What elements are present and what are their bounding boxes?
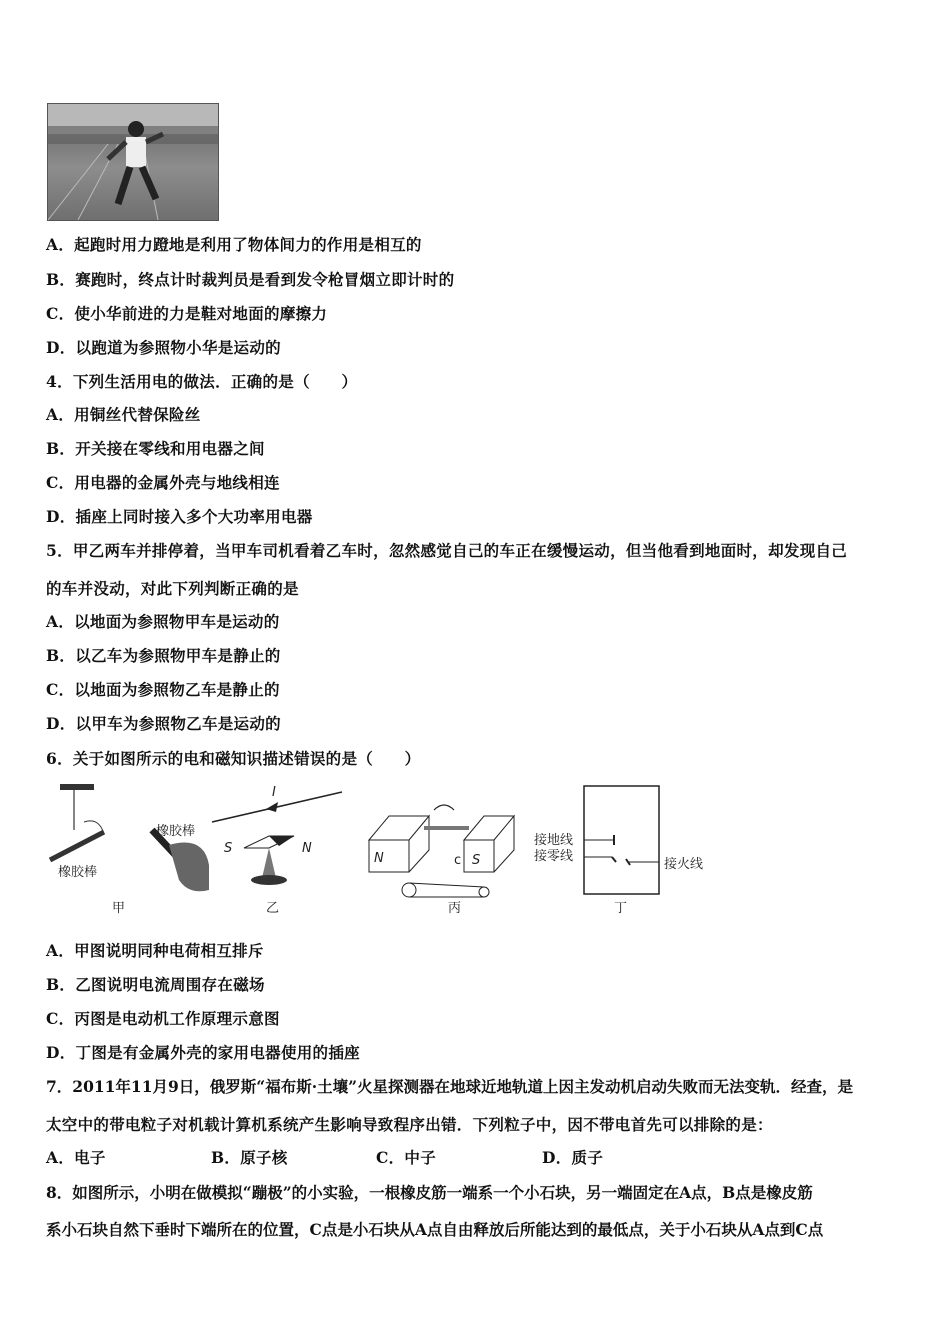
q6-option-d: D．丁图是有金属外壳的家用电器使用的插座 — [46, 1043, 360, 1062]
jia-rod-label-1: 橡胶棒 — [58, 865, 98, 880]
q8-stem-1: 8．如图所示，小明在做模拟“蹦极”的小实验，一根橡皮筋一端系一个小石块，另一端固定在A点，B点是橡皮筋 — [46, 1183, 813, 1202]
q4-option-c: C．用电器的金属外壳与地线相连 — [46, 473, 280, 492]
bing-s-label: S — [472, 853, 481, 868]
q6-option-c: C．丙图是电动机工作原理示意图 — [46, 1009, 280, 1028]
ding-ground-label: 接地线 — [534, 833, 574, 848]
yi-n-label: N — [302, 841, 312, 856]
figure-yi — [212, 785, 342, 916]
ding-caption: 丁 — [614, 901, 628, 916]
q5-option-a: A．以地面为参照物甲车是运动的 — [46, 612, 280, 631]
figure-ding — [534, 786, 703, 916]
bing-caption: 丙 — [448, 901, 462, 916]
q3-option-b: B．赛跑时，终点计时裁判员是看到发令枪冒烟立即计时的 — [46, 270, 455, 289]
yi-caption: 乙 — [266, 901, 280, 916]
running-photo — [47, 103, 219, 221]
yi-s-label: S — [224, 841, 233, 856]
q7-stem-1: 7．2011年11月9日，俄罗斯“福布斯·土壤”火星探测器在地球近地轨道上因主发动机启动失败而无法变轨．经查，是 — [46, 1077, 854, 1096]
q6-option-a: A．甲图说明同种电荷相互排斥 — [46, 941, 264, 960]
q5-option-b: B．以乙车为参照物甲车是静止的 — [46, 646, 281, 665]
q7-option-a: A．电子 — [46, 1148, 106, 1167]
q7-option-c: C．中子 — [376, 1148, 437, 1167]
jia-rod-label-2: 橡胶棒 — [156, 824, 196, 839]
q3-option-a: A．起跑时用力蹬地是利用了物体间力的作用是相互的 — [46, 235, 422, 254]
q5-stem-2: 的车并没动，对此下列判断正确的是 — [46, 579, 299, 598]
figure-jia — [50, 784, 209, 916]
q4-stem: 4．下列生活用电的做法．正确的是（ ） — [46, 372, 358, 391]
figure-bing — [369, 805, 514, 916]
bing-c-label: c — [454, 853, 462, 868]
q3-option-d: D．以跑道为参照物小华是运动的 — [46, 338, 281, 357]
q6-stem: 6．关于如图所示的电和磁知识描述错误的是（ ） — [46, 749, 421, 768]
q3-option-c: C．使小华前进的力是鞋对地面的摩擦力 — [46, 304, 328, 323]
q7-option-b: B．原子核 — [211, 1148, 288, 1167]
q6-figure — [44, 780, 724, 920]
q4-option-a: A．用铜丝代替保险丝 — [46, 405, 201, 424]
q8-stem-2: 系小石块自然下垂时下端所在的位置，C点是小石块从A点自由释放后所能达到的最低点，关于小石块从A点到C点 — [46, 1220, 824, 1239]
q5-stem-1: 5．甲乙两车并排停着，当甲车司机看着乙车时，忽然感觉自己的车正在缓慢运动，但当他看到地面时，却发现自己 — [46, 541, 848, 560]
q4-option-d: D．插座上同时接入多个大功率用电器 — [46, 507, 313, 526]
q6-option-b: B．乙图说明电流周围存在磁场 — [46, 975, 265, 994]
yi-current-label: I — [272, 785, 276, 800]
q7-stem-2: 太空中的带电粒子对机载计算机系统产生影响导致程序出错．下列粒子中，因不带电首先可以排除的是： — [46, 1115, 773, 1134]
bing-n-label: N — [374, 851, 384, 866]
q4-option-b: B．开关接在零线和用电器之间 — [46, 439, 265, 458]
q7-option-d: D．质子 — [542, 1148, 604, 1167]
ding-neutral-label: 接零线 — [534, 849, 574, 864]
q5-option-c: C．以地面为参照物乙车是静止的 — [46, 680, 280, 699]
ding-live-label: 接火线 — [664, 857, 704, 872]
jia-caption: 甲 — [112, 901, 126, 916]
q5-option-d: D．以甲车为参照物乙车是运动的 — [46, 714, 281, 733]
